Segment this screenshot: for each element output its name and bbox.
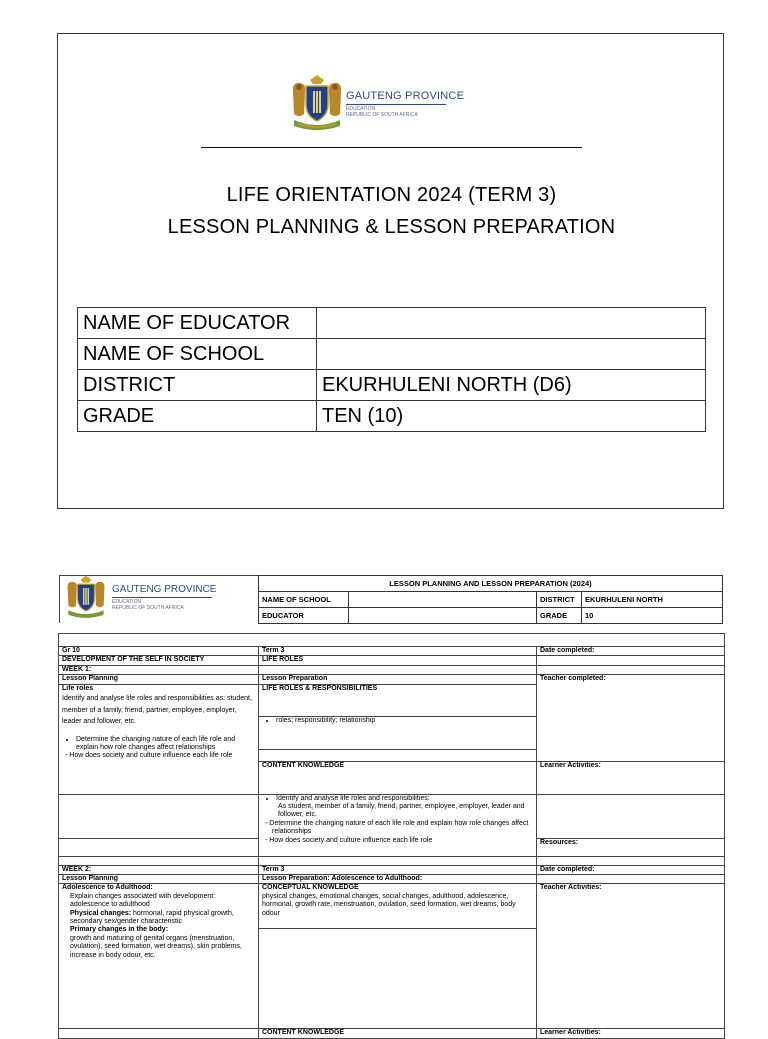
educator-label: EDUCATOR: [259, 608, 349, 624]
school-label: NAME OF SCHOOL: [259, 592, 349, 608]
empty-cell: [259, 929, 537, 1029]
teacher-completed-label: Teacher completed:: [540, 675, 606, 683]
topic-cell: DEVELOPMENT OF THE SELF IN SOCIETY: [59, 656, 259, 665]
week-label: WEEK 1:: [59, 665, 259, 674]
grade-label: GRADE: [537, 608, 582, 624]
ck-dash: - How does society and culture influence each life role: [272, 837, 533, 845]
logo-subtitle-education: EDUCATION: [346, 105, 376, 112]
school-field[interactable]: [349, 592, 537, 608]
educator-field[interactable]: [349, 608, 537, 624]
plan-banner: LESSON PLANNING AND LESSON PREPARATION (2024): [259, 576, 723, 592]
empty-cell: [59, 856, 259, 865]
empty-cell: [537, 656, 725, 665]
lesson-preparation-label: Lesson Preparation: [259, 675, 537, 684]
teacher-activities-label: Teacher Activities:: [540, 884, 602, 892]
coat-of-arms-icon: [64, 575, 108, 621]
field-label: NAME OF EDUCATOR: [78, 308, 317, 339]
content-knowledge-content: [259, 794, 537, 856]
coat-of-arms-icon: [290, 74, 344, 134]
logo-title: GAUTENG PROVINCE: [346, 89, 465, 102]
teacher-activities-cell[interactable]: [537, 884, 725, 1029]
grade-value: 10: [582, 608, 723, 624]
logo-subtitle-education: EDUCATION: [112, 599, 142, 605]
week-label: WEEK 2:: [59, 865, 259, 874]
school-name-field[interactable]: [317, 339, 706, 370]
cover-details-table: [77, 307, 706, 432]
logo-title: GAUTENG PROVINCE: [112, 584, 217, 595]
prep-bullet: • roles; responsibility; relationship: [276, 717, 533, 725]
spacer-row: [59, 634, 725, 647]
prep-content: [259, 717, 537, 750]
gauteng-logo-small: [64, 575, 216, 621]
physical-changes-label: Physical changes:: [70, 909, 132, 917]
cover-page: [57, 33, 724, 509]
learner-activities-field[interactable]: [537, 794, 725, 838]
cover-subtitle: LESSON PLANNING & LESSON PREPARATION: [167, 216, 616, 238]
weekly-plan-table: [58, 633, 725, 1039]
plan-header-table: [258, 575, 723, 624]
physical-changes: [62, 910, 255, 927]
empty-cell: [259, 856, 537, 865]
gauteng-logo: [290, 74, 464, 134]
primary-changes-text: growth and maturing of genital organs (menstruation, ovulation), seed formation, wet dreams), skin problems, increase in body odour, etc.: [70, 934, 242, 959]
conceptual-knowledge-label: CONCEPTUAL KNOWLEDGE: [262, 884, 359, 892]
field-label: DISTRICT: [78, 370, 317, 401]
life-roles-bullet: • Determine the changing nature of each life role and explain how role changes affect relationships: [76, 736, 255, 753]
field-label: GRADE: [78, 401, 317, 432]
life-roles-heading: Life roles: [62, 684, 94, 692]
adolescence-heading: Adolescence to Adulthood:: [62, 884, 153, 892]
field-label: NAME OF SCHOOL: [78, 339, 317, 370]
lesson-planning-content: [59, 684, 259, 794]
divider: [201, 147, 582, 148]
content-knowledge-label: CONTENT KNOWLEDGE: [259, 761, 537, 794]
ck-dash: - Determine the changing nature of each life role and explain how role changes affect relationships: [272, 820, 533, 837]
term-cell: Term 3: [259, 647, 537, 656]
learner-activities-label[interactable]: Learner Activities:: [537, 1029, 725, 1038]
cover-row-school: [78, 339, 706, 370]
district-label: DISTRICT: [537, 592, 582, 608]
ck-indent: As student, member of a family, friend, partner, employee, employer, leader and follower, etc.: [278, 803, 525, 819]
empty-cell: [59, 838, 259, 856]
physical-changes-text: hormonal, rapid physical growth, secondary sex/gender characteristic: [70, 909, 234, 926]
cover-row-district: [78, 370, 706, 401]
date-completed-cell[interactable]: Date completed:: [537, 647, 725, 656]
term-cell: Term 3: [259, 865, 537, 874]
lesson-preparation-label: Lesson Preparation: Adolescence to Adulthood:: [259, 875, 537, 884]
empty-cell: [537, 875, 725, 884]
empty-cell: [259, 665, 537, 674]
empty-cell: [537, 665, 725, 674]
grade-value: TEN (10): [317, 401, 706, 432]
prep-heading: LIFE ROLES & RESPONSIBILITIES: [259, 684, 537, 717]
life-roles-text: Identify and analyse life roles and responsibilities as: student, member of a family, friend, partner, employee, employer, leader and follower, etc.: [62, 695, 252, 726]
lesson-planning-label: Lesson Planning: [59, 675, 259, 684]
empty-cell: [59, 1029, 259, 1038]
life-roles-dash: - How does society and culture influence each life role: [72, 752, 255, 760]
district-value: EKURHULENI NORTH: [582, 592, 723, 608]
cover-row-educator: [78, 308, 706, 339]
grade-cell: Gr 10: [59, 647, 259, 656]
teacher-completed-cell[interactable]: [537, 675, 725, 762]
subtopic-cell: LIFE ROLES: [259, 656, 537, 665]
adolescence-text: Explain changes associated with development: adolescence to adulthood: [70, 892, 216, 909]
date-completed-cell[interactable]: Date completed:: [537, 865, 725, 874]
district-value: EKURHULENI NORTH (D6): [317, 370, 706, 401]
logo-subtitle-country: REPUBLIC OF SOUTH AFRICA: [112, 605, 184, 611]
conceptual-knowledge-text: physical changes, emotional changes, social changes, adulthood, adolescence, hormonal, growth rate, menstruation, ovulation, seed formation, wet dreams, body odour: [262, 892, 516, 917]
cover-row-grade: [78, 401, 706, 432]
educator-name-field[interactable]: [317, 308, 706, 339]
cover-title: LIFE ORIENTATION 2024 (TERM 3): [226, 184, 557, 206]
resources-label[interactable]: Resources:: [537, 838, 725, 856]
learner-activities-label[interactable]: Learner Activities:: [537, 761, 725, 794]
adolescence-content: [59, 884, 259, 1029]
lesson-planning-label: Lesson Planning: [59, 875, 259, 884]
empty-cell: [259, 749, 537, 761]
empty-cell: [537, 856, 725, 865]
primary-changes-label: Primary changes in the body:: [70, 926, 169, 934]
empty-cell: [59, 794, 259, 838]
logo-subtitle-country: REPUBLIC OF SOUTH AFRICA: [346, 111, 418, 118]
conceptual-knowledge-cell: [259, 884, 537, 929]
content-knowledge-label: CONTENT KNOWLEDGE: [259, 1029, 537, 1038]
ck-bullet: • Identify and analyse life roles and responsibilities:: [276, 795, 533, 803]
